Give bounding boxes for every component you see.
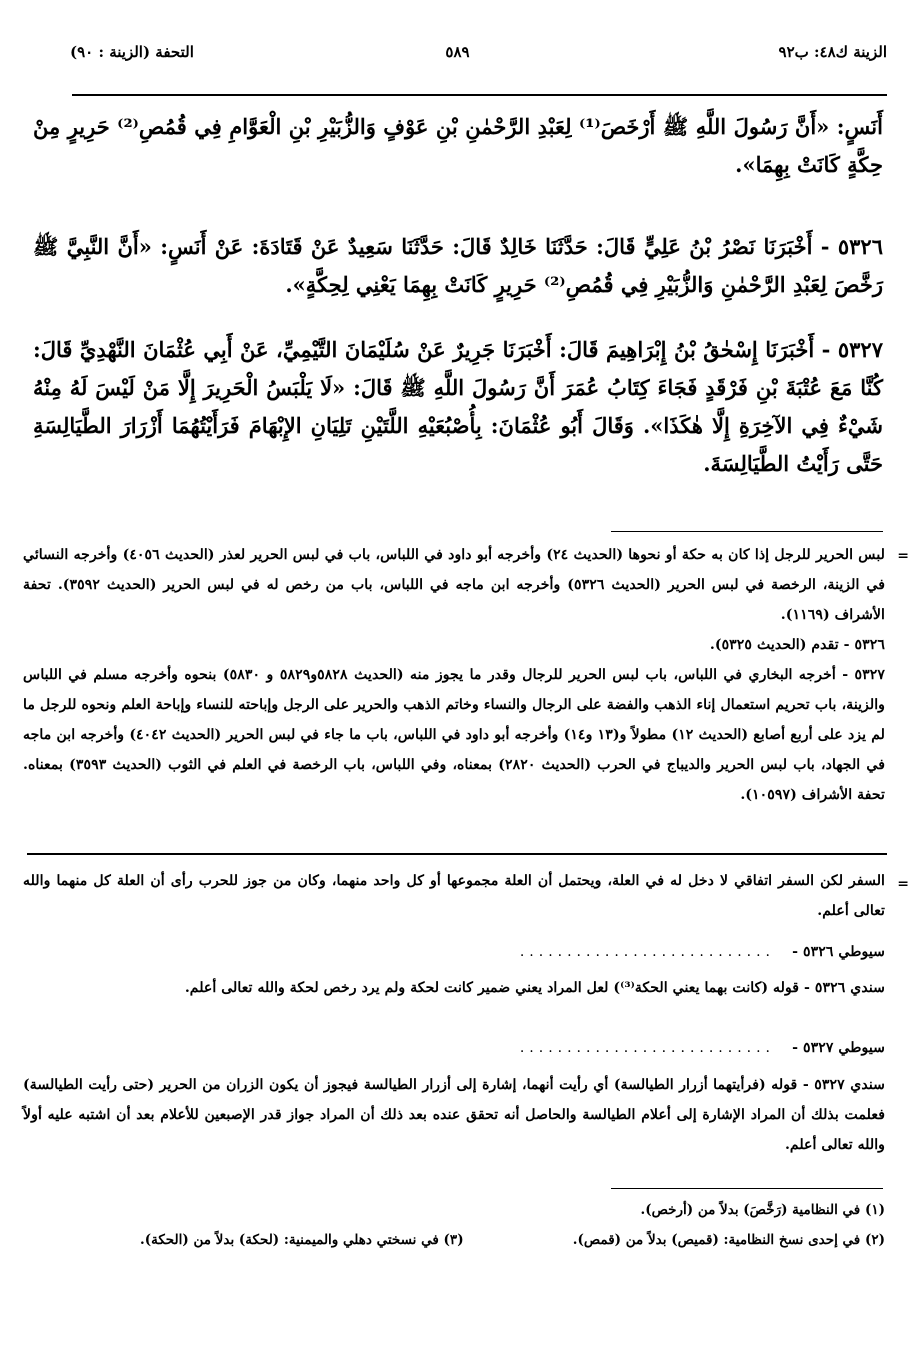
hadith-5327 (33, 331, 883, 483)
commentary-paragraph: سندي ٥٣٢٦ - قوله (كانت بهما يعني الحكة⁽³⁾) لعل المراد يعني ضمير كانت لحكة ولم يرد رخص لحكة والله تعالى أعلم. (184, 980, 885, 996)
header-section-ref: الزينة ك٤٨: ب٩٢ (778, 43, 887, 61)
continuation-marker: = (897, 876, 909, 892)
commentary-rule (27, 853, 887, 855)
hadith-paragraph: ٥٣٢٧ - أَخْبَرَنَا إِسْحٰقُ بْنُ إِبْرَاهِيمَ قَالَ: أَخْبَرَنَا جَرِيرٌ عَنْ سُلَيْمَانَ التَّيْمِيِّ، عَنْ أَبِي عُثْمَانَ النَّهْدِيِّ قَالَ: كُنَّا مَعَ عُتْبَةَ بْنِ فَرْقَدٍ فَجَاءَ كِتَابُ عُمَرَ أَنَّ رَسُولَ اللَّهِ ﷺ قَالَ: «لَا يَلْبَسُ الْحَرِيرَ إِلَّا مَنْ لَيْسَ لَهُ مِنْهُ شَيْءٌ فِي الآخِرَةِ إِلَّا هٰكَذَا». وَقَالَ أَبُو عُثْمَانَ: بِأُصْبُعَيْهِ اللَّتَيْنِ تَلِيَانِ الإِبْهَامَ فَرَأَيْتُهُمَا أَزْرَارَ الطَّيَالِسَةِ حَتَّى رَأَيْتُ الطَّيَالِسَةَ. (33, 337, 883, 476)
commentary-block (23, 866, 885, 926)
takhrij-note: ٥٣٢٦ - تقدم (الحديث ٥٣٢٥). (709, 637, 885, 653)
commentary-block (23, 1070, 885, 1160)
takhrij-footnotes (23, 540, 885, 810)
suyuti-5327-label: سيوطي ٥٣٢٧ - (792, 1040, 885, 1056)
variant-note-1: (١) في النظامية (رَخَّصَ) بدلاً من (أرخص). (640, 1202, 885, 1218)
variant-note-3: (٣) في نسختي دهلي والميمنية: (لحكة) بدلاً من (الحكة). (140, 1232, 464, 1248)
commentary-paragraph: السفر لكن السفر اتفاقي لا دخل له في العلة، ويحتمل أن العلة مجموعها أو كل واحد منهما، وكان من جوز للحرب رأى أن العلة كل منهما والله تعالى أعلم. (23, 873, 885, 919)
footnote-rule (611, 531, 883, 532)
dotted-leader: ........................... (519, 1040, 775, 1056)
suyuti-5326-label: سيوطي ٥٣٢٦ - (792, 944, 885, 960)
takhrij-note: ٥٣٢٧ - أخرجه البخاري في اللباس، باب لبس الحرير للرجال وقدر ما يجوز منه (الحديث ٥٨٢٨و٥٨٢٩ و ٥٨٣٠) بنحوه وأخرجه مسلم في اللباس والزينة، باب تحريم استعمال إناء الذهب والفضة على الرجال والنساء وخاتم الذهب والحرير على الرجل وإباحته للنساء وإباحة العلم ونحوه للرجل ما لم يزد على أربع أصابع (الحديث ١٢) مطولاً و(١٣ و١٤) وأخرجه أبو داود في اللباس، باب ما جاء في لبس الحرير (الحديث ٤٠٤٢) وأخرجه ابن ماجه في الجهاد، باب لبس الحرير والديباج في الحرب (الحديث ٢٨٢٠) بمعناه، وفي اللباس، باب الرخصة في العلم في الثوب (الحديث ٣٥٩٣) بمعناه. تحفة الأشراف (١٠٥٩٧). (23, 667, 886, 803)
commentary-paragraph: سندي ٥٣٢٧ - قوله (فرأيتهما أزرار الطيالسة) أي رأيت أنهما، إشارة إلى أزرار الطيالسة فيجوز أن يكون الزران من الحرير (حتى رأيت الطيالسة) فعلمت بذلك أن المراد الإشارة إلى أعلام الطيالسة والحاصل أنه تحقق عنده بعد ذلك أن المراد جواز قدر الإصبعين للأعلام بعد أن اشتبه عليه أولاً والله تعالى أعلم. (23, 1077, 886, 1153)
variants-rule (611, 1188, 883, 1189)
header-rule (72, 94, 887, 96)
page-number: ٥٨٩ (445, 43, 470, 61)
variant-note-2: (٢) في إحدى نسخ النظامية: (قميص) بدلاً من (قمص). (572, 1232, 885, 1248)
takhrij-note: لبس الحرير للرجل إذا كان به حكة أو نحوها (الحديث ٢٤) وأخرجه أبو داود في اللباس، باب في لبس الحرير لعذر (الحديث ٤٠٥٦) وأخرجه النسائي في الزينة، الرخصة في لبس الحرير (الحديث ٥٣٢٦) وأخرجه ابن ماجه في اللباس، باب من رخص له في لبس الحرير (الحديث ٣٥٩٢). تحفة الأشراف (١١٦٩). (23, 547, 885, 623)
hadith-paragraph: ٥٣٢٦ - أَخْبَرَنَا نَصْرُ بْنُ عَلِيٍّ قَالَ: حَدَّثَنَا خَالِدٌ قَالَ: حَدَّثَنَا سَعِيدٌ عَنْ قَتَادَةَ: عَنْ أَنَسٍ: «أَنَّ النَّبِيَّ ﷺ رَخَّصَ لِعَبْدِ الرَّحْمٰنِ وَالزُّبَيْرِ فِي قُمُصِ⁽²⁾ حَرِيرٍ كَانَتْ بِهِمَا يَعْنِي لِحِكَّةٍ». (33, 234, 883, 297)
hadith-text-continuation (33, 108, 883, 184)
hadith-paragraph: أَنَسٍ: «أَنَّ رَسُولَ اللَّهِ ﷺ أَرْخَصَ⁽¹⁾ لِعَبْدِ الرَّحْمٰنِ بْنِ عَوْفٍ وَالزُّبَيْرِ بْنِ الْعَوَّامِ فِي قُمُصِ⁽²⁾ حَرِيرٍ مِنْ حِكَّةٍ كَانَتْ بِهِمَا». (33, 114, 883, 177)
commentary-block (23, 973, 885, 1003)
continuation-marker: = (897, 548, 909, 564)
dotted-leader: ........................... (519, 944, 775, 960)
hadith-5326 (33, 228, 883, 304)
header-tuhfa-ref: التحفة (الزينة : ٩٠) (70, 43, 194, 61)
